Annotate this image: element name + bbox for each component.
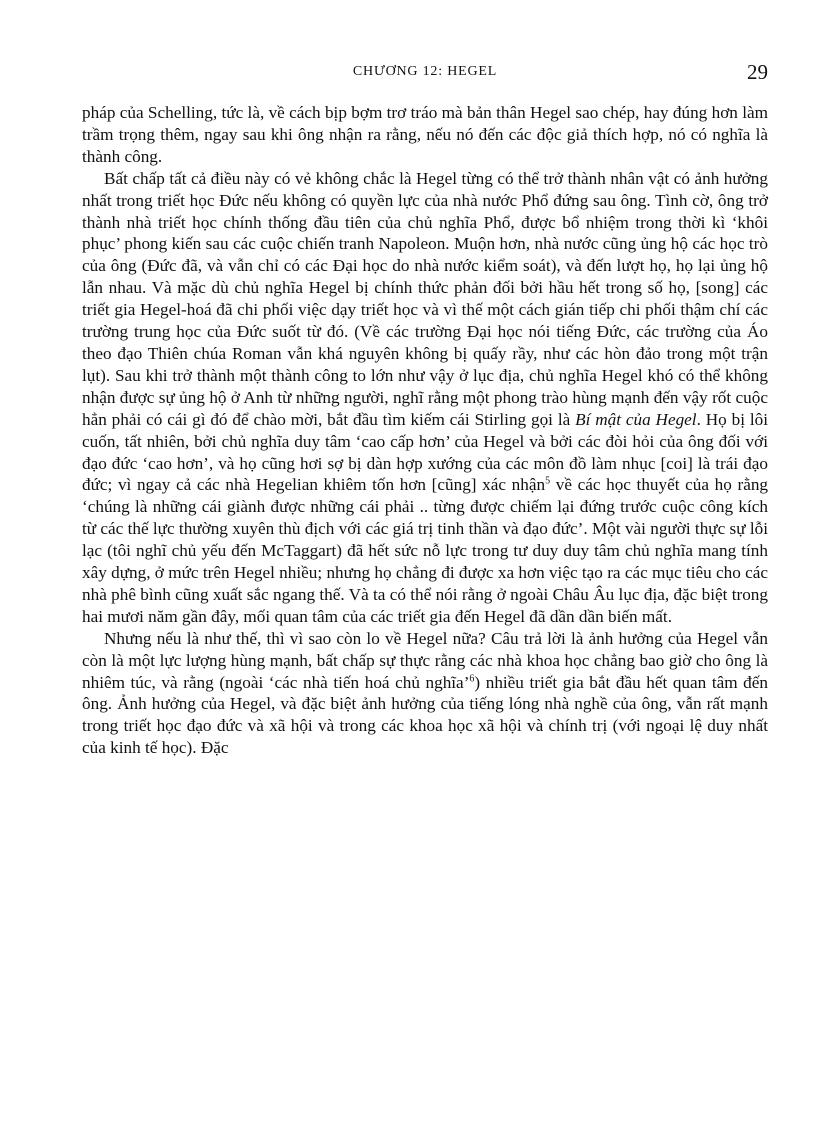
paragraph-text: Nhưng nếu là như thế, thì vì sao còn lo về Hegel nữa? Câu trả lời là ảnh hưởng của Hegel vẫn còn là một lực lượng hùng mạnh, bất chấp sự thực rằng các nhà khoa học chẳng bao giờ cho ông là nhiêm túc, và rằng (ngoài ‘các nhà tiến hoá chủ nghĩa’ xyxy=(82,628,768,692)
paragraph-text: Bất chấp tất cả điều này có vẻ không chắc là Hegel từng có thể trở thành nhân vật có ảnh hưởng nhất trong triết học Đức nếu không có quyền lực của nhà nước Phổ đứng sau ông. Tình cờ, ông trở thành nhà triết học chính thống đầu tiên của chủ nghĩa Phổ, được bổ nhiệm trong thời kì ‘khôi phục’ phong kiến sau các cuộc chiến tranh Napoleon. Muộn hơn, nhà nước cũng ủng hộ các học trò của ông (Đức đã, và vẫn chỉ có các Đại học do nhà nước kiểm soát), và đến lượt họ, họ lại ủng hộ lẫn nhau. Và mặc dù chủ nghĩa Hegel bị chính thức phản đối bởi hầu hết trong số họ, [song] các triết gia Hegel-hoá đã chi phối việc dạy triết học và vì thế một cách gián tiếp chi phối thậm chí các trường trung học của Đức suốt từ đó. (Về các trường Đại học nói tiếng Đức, các trường của Áo theo đạo Thiên chúa Roman vẫn khá nguyên không bị quấy rầy, như các hòn đảo trong một trận lụt). Sau khi trở thành một thành công to lớn như vậy ở lục địa, chủ nghĩa Hegel khó có thể không nhận được sự ủng hộ ở Anh từ những người, nghĩ rằng một phong trào hùng mạnh đến vậy rốt cuộc hẳn phải có cái gì đó để chào mời, bắt đầu tìm kiếm cái Stirling gọi là xyxy=(82,168,768,429)
paragraph-prussian-state xyxy=(82,168,768,628)
chapter-title: CHƯƠNG 12: HEGEL xyxy=(352,64,498,79)
paragraph-text: về các học thuyết của họ rằng ‘chúng là những cái giành được những cái phải .. từng được chiếm lại đứng trước cuộc công kích từ các thế lực thường xuyên thù địch với các giá trị tinh thần và đạo đức’. Một vài người thực sự lỗi lạc (tôi nghĩ chủ yếu đến McTaggart) đã hết sức nỗ lực trong tư duy duy tâm chủ nghĩa mang tính xây dựng, ở mức trên Hegel nhiều; nhưng họ chẳng đi được xa hơn việc tạo ra các mục tiêu cho các nhà phê bình cũng xuất sắc ngang thế. Và ta có thể nói rằng ở ngoài Châu Âu lục địa, đặc biệt trong hai mươi năm gần đây, mối quan tâm của các triết gia đến Hegel đã dần dần biến mất. xyxy=(82,475,769,626)
paragraph-text: . Họ bị lôi cuốn, tất nhiên, bởi chủ nghĩa duy tâm ‘cao cấp hơn’ của Hegel và bởi các đòi hỏi của ông đối với đạo đức ‘cao hơn’, và họ cũng hơi sợ bị dàn hợp xướng của các môn đồ làm nhục [coi] là trái đạo đức; vì ngay cả các nhà Hegelian khiêm tốn hơn [cũng] xác nhận xyxy=(82,409,768,495)
italic-title: Bí mật của Hegel xyxy=(575,409,697,429)
body-text xyxy=(82,102,768,759)
paragraph-text: pháp của Schelling, tức là, về cách bịp bợm trơ tráo mà bản thân Hegel sao chép, hay đúng hơn làm trầm trọng thêm, ngay sau khi ông nhận ra rằng, nếu nó đến các độc giả thích hợp, nó có nghĩa là thành công. xyxy=(82,103,768,166)
footnote-marker[interactable]: 5 xyxy=(545,475,551,487)
paragraph-influence xyxy=(82,628,768,759)
paragraph-continuation xyxy=(82,102,768,168)
page-number: 29 xyxy=(747,60,768,84)
footnote-marker[interactable]: 6 xyxy=(469,672,475,684)
running-header xyxy=(82,60,768,90)
paragraph-text: ) nhiều triết gia bắt đầu hết quan tâm đến ông. Ảnh hưởng của Hegel, và đặc biệt ảnh hưởng của tiếng lóng nhà nghề của ông, vẫn rất mạnh trong triết học đạo đức và xã hội và trong các khoa học xã hội và chính trị (với ngoại lệ duy nhất của kinh tế học). Đặc xyxy=(82,672,768,758)
